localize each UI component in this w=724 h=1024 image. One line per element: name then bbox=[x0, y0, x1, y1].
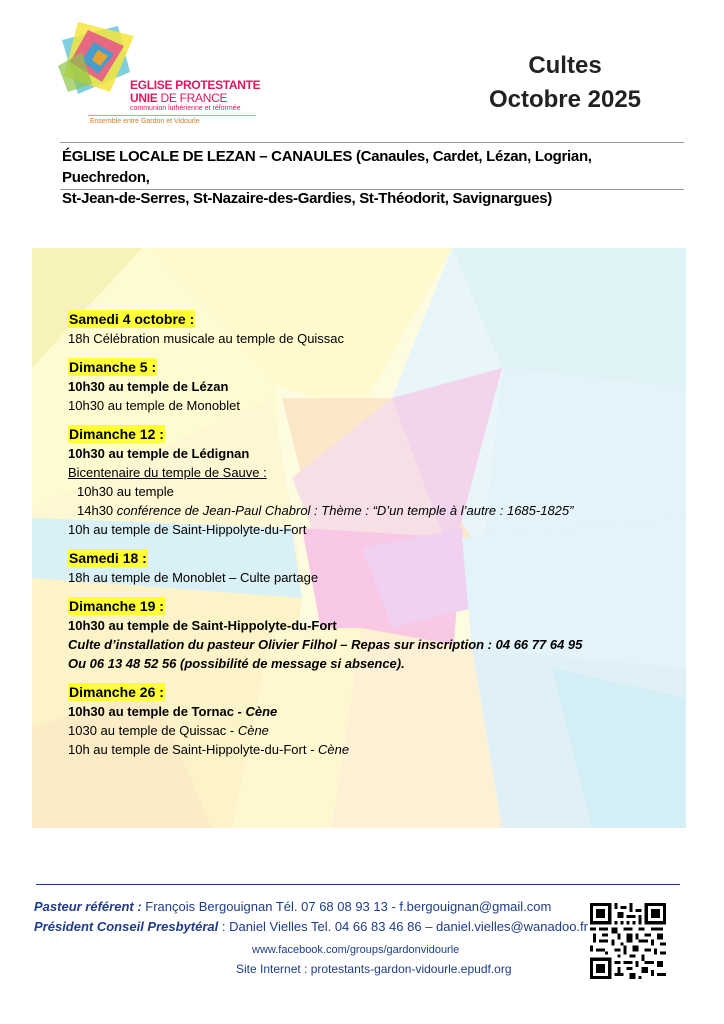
service-line: Ou 06 13 48 52 56 (possibilité de message si absence). bbox=[68, 656, 405, 671]
website-link[interactable]: Site Internet : protestants-gardon-vidourle.epudf.org bbox=[236, 962, 512, 976]
service-line: 10h30 au temple de Lézan bbox=[68, 379, 229, 394]
facebook-link[interactable]: www.facebook.com/groups/gardonvidourle bbox=[252, 944, 460, 956]
church-logo bbox=[58, 22, 261, 142]
divider-bottom bbox=[60, 189, 684, 190]
page-title: Cultes bbox=[528, 52, 602, 79]
service-line: 18h au temple de Monoblet – Culte partage bbox=[68, 570, 319, 585]
logo-line-4: Ensemble entre Gardon et Vidourle bbox=[90, 118, 200, 125]
service-line: 10h30 au temple de Lédignan bbox=[68, 446, 250, 461]
service-line: 10h au temple de Saint-Hippolyte-du-Fort bbox=[68, 522, 307, 537]
service-day: Samedi 18 : bbox=[69, 550, 147, 566]
service-line: 10h30 au temple de Saint-Hippolyte-du-Fort bbox=[68, 618, 337, 633]
qr-code-icon bbox=[590, 903, 666, 979]
footer-divider bbox=[36, 884, 680, 885]
logo-mark-icon bbox=[58, 22, 134, 98]
service-block bbox=[68, 549, 668, 587]
page-subtitle: Octobre 2025 bbox=[488, 86, 642, 113]
service-line: 10h au temple de Saint-Hippolyte-du-Fort - Cène bbox=[68, 742, 350, 757]
service-line: 10h30 au temple de Monoblet bbox=[68, 398, 241, 413]
church-heading bbox=[62, 146, 682, 209]
service-block bbox=[68, 425, 668, 539]
service-day: Dimanche 19 : bbox=[69, 598, 164, 614]
service-block bbox=[68, 597, 668, 673]
divider-top bbox=[60, 142, 684, 143]
services-list bbox=[68, 310, 668, 769]
service-line: 10h30 au temple de Tornac - Cène bbox=[68, 704, 278, 719]
service-line: 1030 au temple de Quissac - Cène bbox=[68, 723, 269, 738]
logo-line-1: EGLISE PROTESTANTE bbox=[130, 78, 261, 92]
service-block bbox=[68, 310, 668, 348]
service-line: Culte d’installation du pasteur Olivier Filhol – Repas sur inscription : 04 66 77 64 95 bbox=[68, 637, 583, 652]
service-block bbox=[68, 358, 668, 415]
president-contact: Président Conseil Presbytéral : Daniel Vielles Tel. 04 66 83 46 86 – daniel.vielles@wanadoo.fr bbox=[34, 919, 588, 934]
service-day: Dimanche 26 : bbox=[69, 684, 164, 700]
pastor-contact: Pasteur référent : François Bergouignan Tél. 07 68 08 93 13 - f.bergouignan@gmail.com bbox=[34, 899, 552, 914]
service-day: Samedi 4 octobre : bbox=[69, 311, 195, 327]
church-heading-line-2: St-Jean-de-Serres, St-Nazaire-des-Gardies, St-Théodorit, Savignargues) bbox=[62, 190, 552, 207]
service-line: 18h Célébration musicale au temple de Quissac bbox=[68, 331, 345, 346]
logo-divider bbox=[88, 115, 256, 116]
service-line: 10h30 au temple bbox=[77, 484, 174, 499]
logo-line-3: communion luthérienne et réformée bbox=[130, 105, 241, 112]
service-day: Dimanche 5 : bbox=[69, 359, 157, 375]
church-heading-line-1: ÉGLISE LOCALE DE LEZAN – CANAULES (Canaules, Cardet, Lézan, Logrian, Puechredon, bbox=[62, 148, 592, 186]
service-line: 14h30 conférence de Jean-Paul Chabrol : Thème : “D’un temple à l’autre : 1685-1825” bbox=[77, 503, 574, 518]
service-day: Dimanche 12 : bbox=[69, 426, 164, 442]
logo-line-2: UNIE DE FRANCE bbox=[130, 91, 228, 105]
service-subheading: Bicentenaire du temple de Sauve : bbox=[68, 465, 267, 480]
service-block bbox=[68, 683, 668, 759]
